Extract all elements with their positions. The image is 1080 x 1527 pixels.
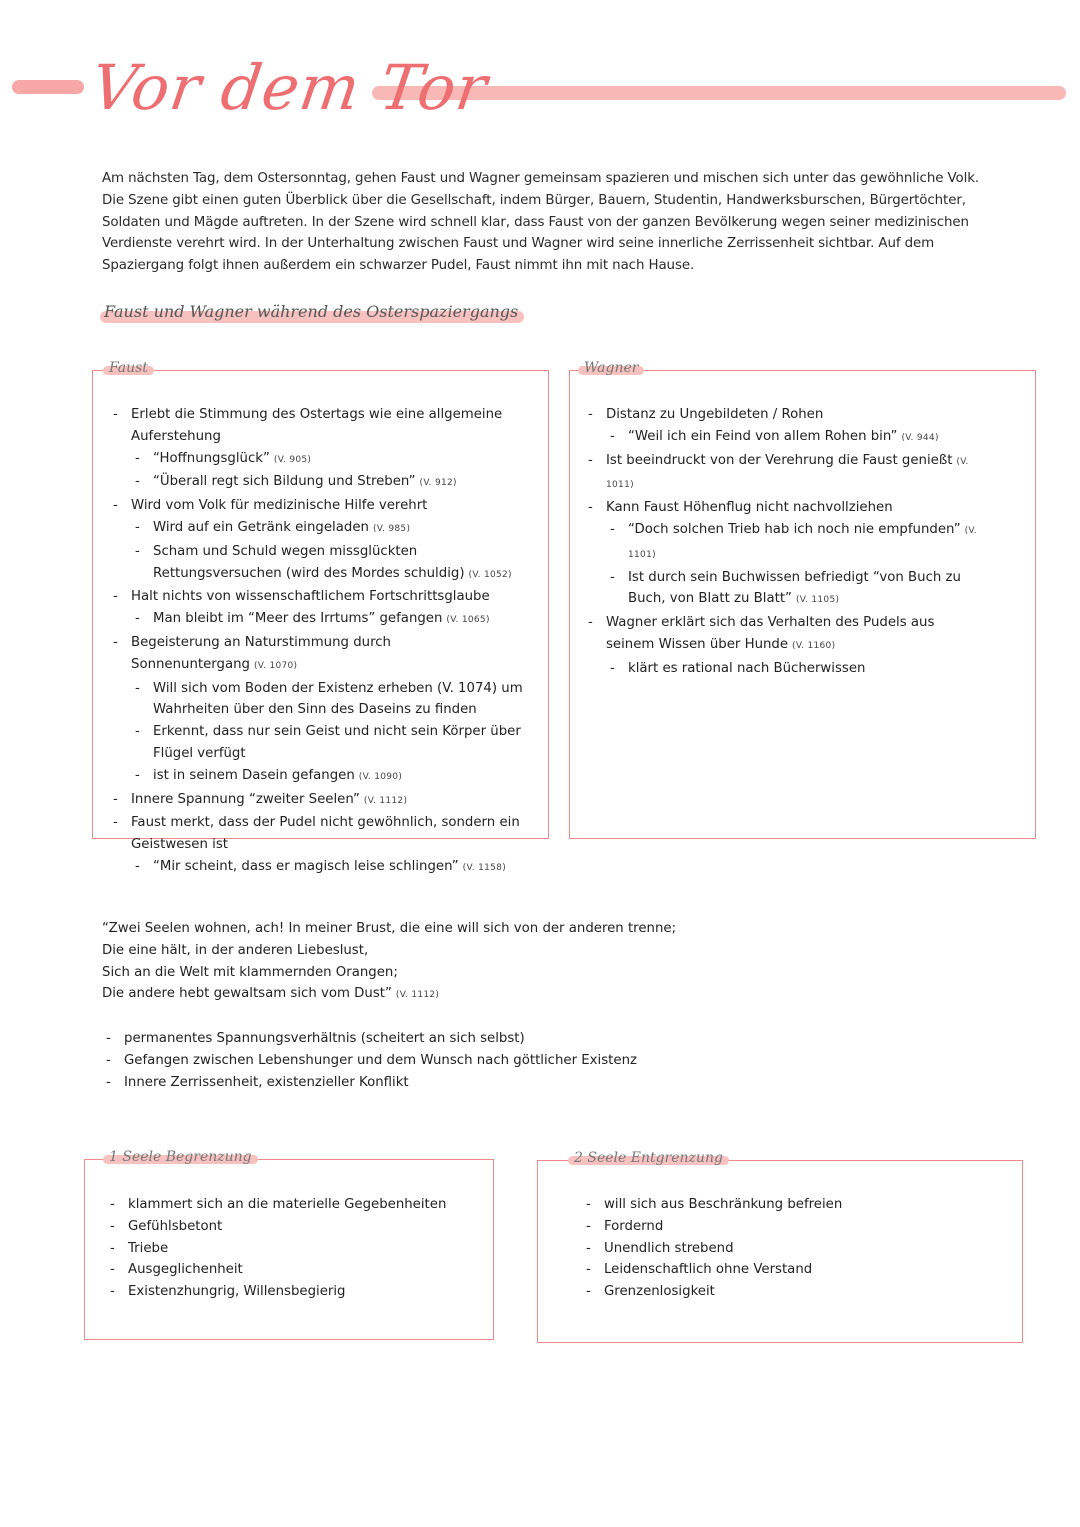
conclusion-item-text: Gefangen zwischen Lebenshunger und dem Wunsch nach göttlicher Existenz: [124, 1052, 637, 1068]
wagner-item: [584, 404, 984, 450]
verse-reference: (V. 1160): [792, 640, 836, 651]
soul2-item-text: Grenzenlosigkeit: [604, 1284, 715, 1300]
soul1-item-text: klammert sich an die materielle Gegebenheiten: [128, 1197, 447, 1212]
soul2-item-text: will sich aus Beschränkung befreien: [604, 1197, 843, 1212]
faust-sublist: [131, 517, 529, 586]
conclusion-item: [102, 1050, 637, 1072]
faust-item: [109, 495, 529, 586]
faust-item-text: Wird vom Volk für medizinische Hilfe verehrt: [131, 498, 428, 514]
wagner-item: [584, 612, 984, 679]
soul2-item-text: Leidenschaftlich ohne Verstand: [604, 1262, 813, 1278]
faust-subitem-text: “Überall regt sich Bildung und Streben”: [153, 474, 416, 490]
verse-reference: (V. 1105): [795, 595, 840, 606]
quote-line: Die andere hebt gewaltsam sich vom Dust” (V. 1112): [102, 986, 440, 1002]
wagner-box-label: Wagner: [580, 360, 642, 376]
wagner-item-text: Distanz zu Ungebildeten / Rohen: [606, 407, 824, 422]
faust-item-text: Erlebt die Stimmung des Ostertags wie eine allgemeine Auferstehung: [131, 407, 503, 444]
verse-reference: (V. 1052): [468, 569, 512, 580]
quote-line: Die eine hält, in der anderen Liebeslust,: [102, 942, 369, 958]
quote-line: Sich an die Welt mit klammernden Orangen;: [102, 964, 398, 980]
soul1-item: [106, 1194, 476, 1216]
faust-subitem-text: Wird auf ein Getränk eingeladen: [153, 519, 369, 535]
wagner-item: [584, 450, 984, 498]
faust-subitem-text: Will sich vom Boden der Existenz erheben (V. 1074) um Wahrheiten über den Sinn des Daseins zu finden: [153, 680, 523, 718]
section-heading-text: Faust und Wagner während des Osterspaziergangs: [104, 302, 519, 321]
faust-item-text: Faust merkt, dass der Pudel nicht gewöhnlich, sondern ein Geistwesen ist: [131, 815, 520, 853]
verse-reference: (V. 912): [419, 478, 457, 489]
conclusion-item-text: Innere Zerrissenheit, existenzieller Konflikt: [124, 1074, 409, 1090]
conclusions-list: [102, 1028, 637, 1093]
verse-reference: (V. 944): [901, 432, 939, 443]
soul2-item: [582, 1281, 1002, 1303]
soul2-box: [537, 1150, 1023, 1343]
faust-item: [109, 586, 529, 632]
faust-subitem-text: “Hoffnungsglück”: [153, 450, 270, 466]
quote-line: “Zwei Seelen wohnen, ach! In meiner Brust, die eine will sich von der anderen trenne;: [102, 921, 677, 936]
wagner-subitem: [606, 658, 984, 680]
soul1-item: [106, 1281, 476, 1303]
faust-box: [92, 360, 549, 874]
faust-subitem: [131, 448, 529, 472]
soul1-box: [84, 1149, 494, 1340]
wagner-sublist: [606, 426, 984, 450]
verse-reference: (V. 1112): [363, 795, 408, 806]
faust-item: [109, 789, 529, 813]
soul1-box-label: 1 Seele Begrenzung: [105, 1149, 256, 1165]
quote-verse: (V. 1112): [395, 990, 440, 1001]
faust-subitem: [131, 721, 529, 765]
faust-subitem: [131, 856, 529, 880]
soul2-item-text: Fordernd: [604, 1218, 664, 1234]
soul2-item: [582, 1194, 1002, 1216]
soul2-item: [582, 1216, 1002, 1238]
wagner-subitem: [606, 426, 984, 450]
conclusion-item: [102, 1028, 637, 1050]
faust-subitem: [131, 678, 529, 722]
verse-reference: (V. 1101): [628, 525, 977, 560]
faust-item: [109, 632, 529, 789]
faust-subitem-text: ist in seinem Dasein gefangen: [153, 767, 355, 783]
faust-sublist: [131, 678, 529, 789]
soul1-item: [106, 1238, 476, 1260]
wagner-item-text: Ist beeindruckt von der Verehrung die Faust genießt: [606, 452, 953, 468]
faust-box-label: Faust: [105, 360, 152, 376]
quote-block: [102, 918, 676, 1007]
wagner-sublist: [606, 519, 984, 612]
faust-item: [109, 812, 529, 879]
page-title: Vor dem Tor: [86, 51, 493, 124]
faust-subitem-text: “Mir scheint, dass er magisch leise schlingen”: [153, 858, 459, 874]
faust-subitem-text: Man bleibt im “Meer des Irrtums” gefangen: [153, 611, 443, 627]
wagner-subitem-text: Ist durch sein Buchwissen befriedigt “von Buch zu Buch, von Blatt zu Blatt”: [628, 569, 961, 607]
verse-reference: (V. 905): [273, 454, 312, 465]
faust-subitem: [131, 517, 529, 541]
wagner-subitem-text: “Doch solchen Trieb hab ich noch nie empfunden”: [628, 521, 961, 537]
wagner-item-text: Kann Faust Höhenflug nicht nachvollziehen: [606, 500, 893, 516]
soul1-item-text: Triebe: [128, 1240, 169, 1256]
wagner-list: [584, 404, 984, 680]
verse-reference: (V. 1158): [462, 862, 507, 873]
wagner-subitem: [606, 567, 984, 613]
faust-sublist: [131, 608, 529, 632]
soul2-item-text: Unendlich strebend: [604, 1240, 734, 1256]
wagner-subitem-text: “Weil ich ein Feind von allem Rohen bin”: [628, 428, 898, 444]
soul2-box-label: 2 Seele Entgrenzung: [570, 1150, 727, 1166]
verse-reference: (V. 1070): [253, 660, 298, 671]
soul1-item-text: Ausgeglichenheit: [128, 1262, 243, 1278]
soul1-item: [106, 1216, 476, 1238]
faust-item-text: Halt nichts von wissenschaftlichem Fortschrittsglaube: [131, 589, 490, 605]
verse-reference: (V. 985): [372, 523, 411, 534]
wagner-item: [584, 497, 984, 612]
faust-item: [109, 404, 529, 495]
wagner-subitem: [606, 519, 984, 567]
soul1-list: [106, 1194, 476, 1303]
soul1-item: [106, 1259, 476, 1281]
soul2-item: [582, 1259, 1002, 1281]
verse-reference: (V. 1090): [358, 771, 403, 782]
title-decoration-left: [12, 80, 84, 94]
intro-paragraph: Am nächsten Tag, dem Ostersonntag, gehen Faust und Wagner gemeinsam spazieren und mischen sich unter das gewöhnliche Volk. Die Szene gibt einen guten Überblick über die Gesellschaft, indem Bürger, Bauern, Studentin, Handwerksburschen, Bürgertöchter, Soldaten und Mägde auftreten. In der Szene wird schnell klar, dass Faust von der ganzen Bevölkerung wegen seiner medizinischen Verdienste verehrt wird. In der Unterhaltung zwischen Faust und Wagner wird seine innerliche Zerrissenheit sichtbar. Auf dem Spaziergang folgt ihnen außerdem ein schwarzer Pudel, Faust nimmt ihn mit nach Hause.: [102, 171, 980, 274]
faust-subitem: [131, 608, 529, 632]
faust-item-text: Begeisterung an Naturstimmung durch Sonnenuntergang: [131, 634, 391, 672]
wagner-subitem-text: klärt es rational nach Bücherwissen: [628, 660, 866, 676]
conclusion-item: [102, 1072, 637, 1094]
faust-subitem-text: Erkennt, dass nur sein Geist und nicht sein Körper über Flügel verfügt: [153, 724, 521, 761]
conclusion-item-text: permanentes Spannungsverhältnis (scheitert an sich selbst): [124, 1031, 525, 1046]
section-heading: [104, 302, 518, 321]
soul1-item-text: Existenzhungrig, Willensbegierig: [128, 1284, 346, 1300]
faust-list: [109, 404, 529, 880]
soul2-item: [582, 1238, 1002, 1260]
soul1-item-text: Gefühlsbetont: [128, 1218, 223, 1234]
faust-sublist: [131, 856, 529, 880]
faust-sublist: [131, 448, 529, 496]
faust-item-text: Innere Spannung “zweiter Seelen”: [131, 791, 360, 807]
verse-reference: (V. 1011): [606, 456, 969, 491]
faust-subitem: [131, 471, 529, 495]
wagner-box: [569, 360, 1036, 839]
wagner-item-text: Wagner erklärt sich das Verhalten des Pudels aus seinem Wissen über Hunde: [606, 615, 935, 652]
faust-subitem: [131, 765, 529, 789]
wagner-sublist: [606, 658, 984, 680]
faust-subitem: [131, 541, 529, 587]
soul2-list: [582, 1194, 1002, 1303]
faust-subitem-text: Scham und Schuld wegen missglückten Rettungsversuchen (wird des Mordes schuldig): [153, 543, 465, 581]
verse-reference: (V. 1065): [446, 615, 490, 626]
